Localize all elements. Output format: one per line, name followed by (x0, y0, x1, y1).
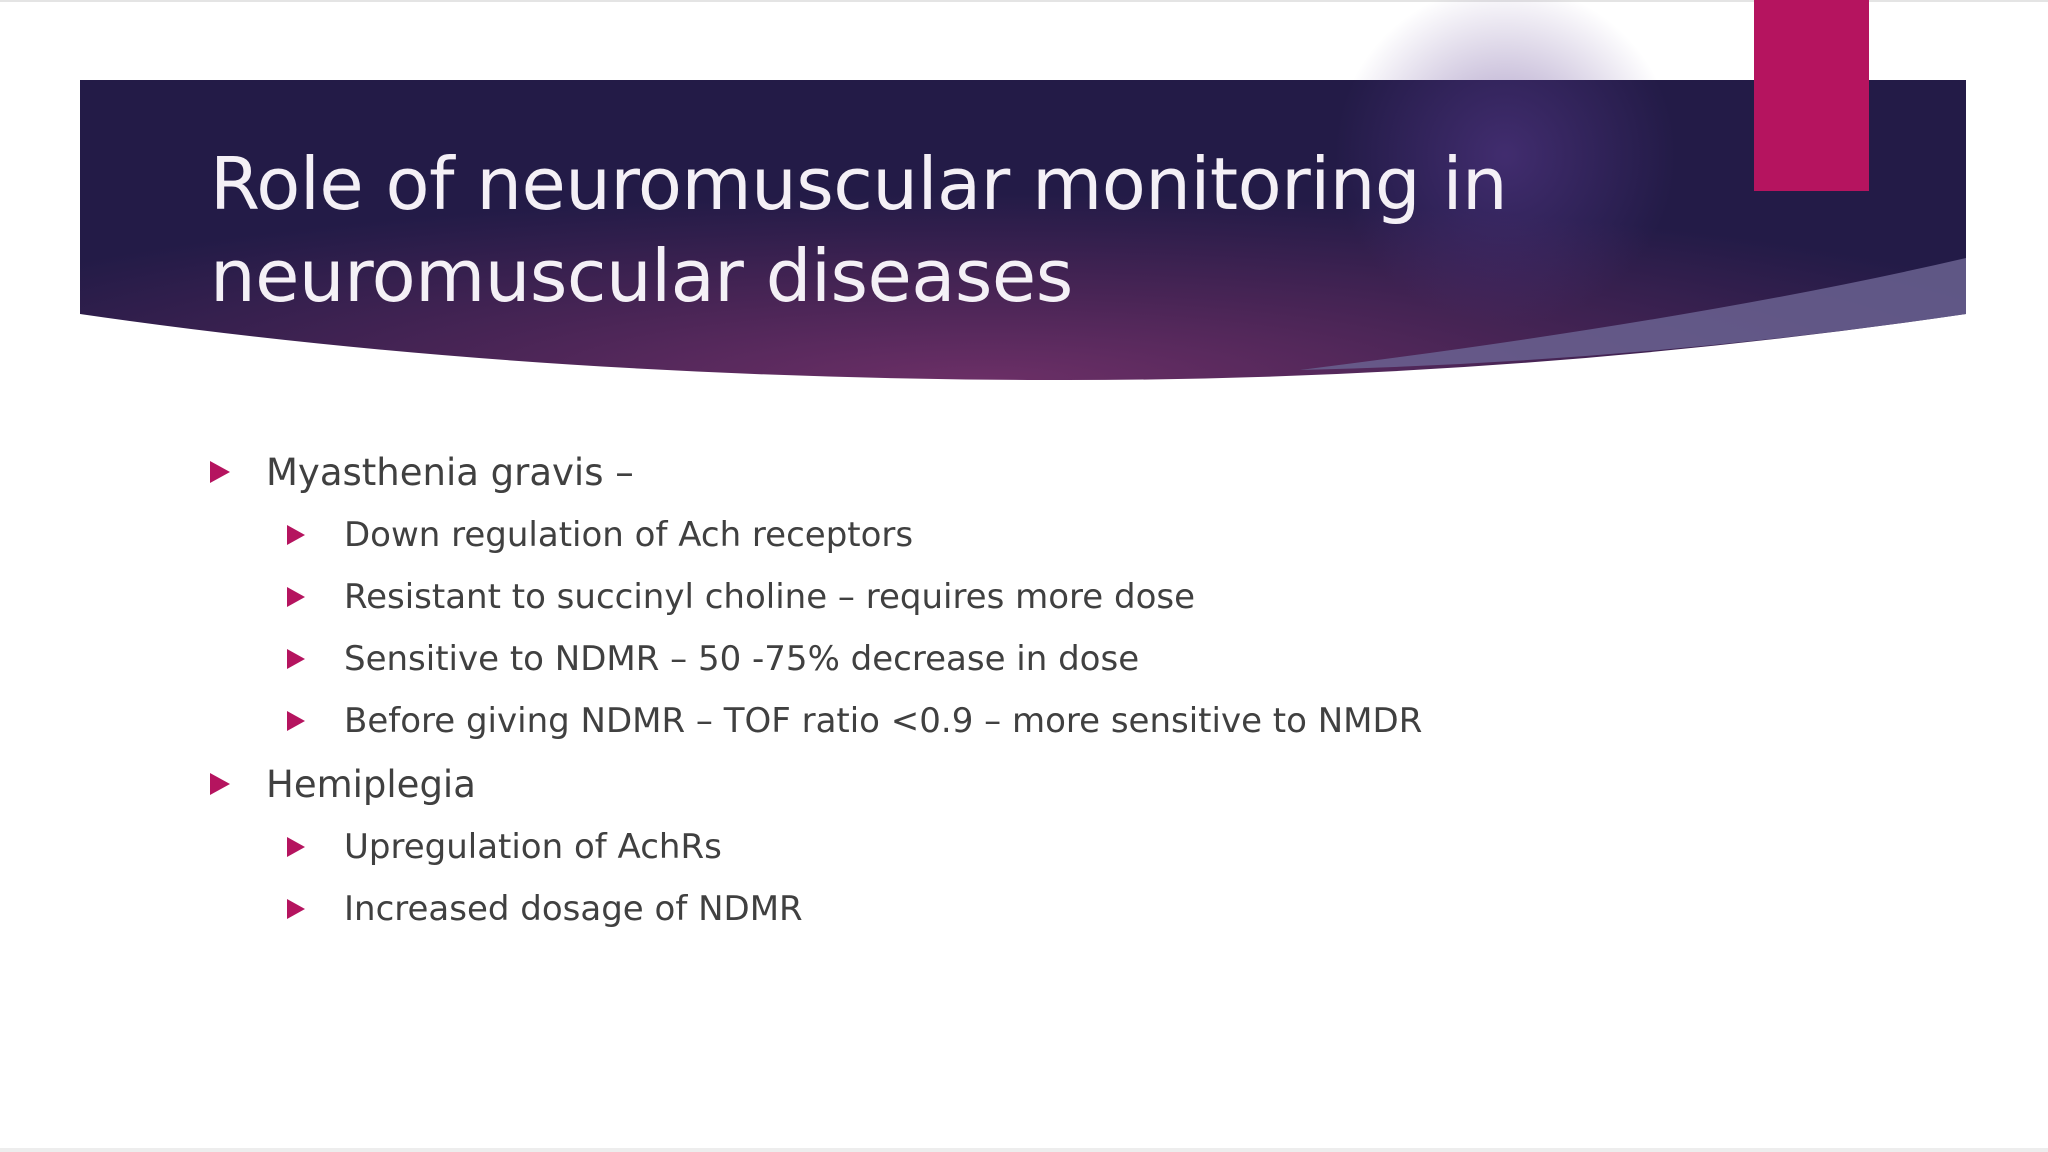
triangle-right-icon (287, 899, 344, 919)
bullet-text: Upregulation of AchRs (344, 827, 722, 867)
triangle-right-icon (210, 773, 266, 795)
accent-tab (1754, 0, 1869, 191)
bullet-myasthenia-gravis (210, 440, 1910, 504)
sub-bullet-down-regulation (210, 504, 1910, 566)
triangle-right-icon (287, 525, 344, 545)
triangle-right-icon (287, 711, 344, 731)
sub-bullet-increased-dosage (210, 878, 1910, 940)
bottom-divider (0, 1148, 2048, 1152)
slide-title (210, 138, 1690, 322)
bullet-list (210, 440, 1910, 940)
bullet-text: Sensitive to NDMR – 50 -75% decrease in dose (344, 639, 1140, 679)
sub-bullet-upregulation (210, 816, 1910, 878)
sub-bullet-sensitive-ndmr (210, 628, 1910, 690)
bullet-text: Before giving NDMR – TOF ratio <0.9 – more sensitive to NMDR (344, 701, 1423, 741)
bullet-text: Hemiplegia (266, 762, 476, 806)
title-line-2: neuromuscular diseases (210, 234, 1073, 318)
triangle-right-icon (287, 837, 344, 857)
bullet-text: Increased dosage of NDMR (344, 889, 803, 929)
bullet-text: Down regulation of Ach receptors (344, 515, 914, 555)
title-line-1: Role of neuromuscular monitoring in (210, 142, 1508, 226)
sub-bullet-resistant-succinylcholine (210, 566, 1910, 628)
triangle-right-icon (287, 649, 344, 669)
bullet-text: Myasthenia gravis – (266, 450, 634, 494)
sub-bullet-tof-ratio (210, 690, 1910, 752)
bullet-text: Resistant to succinyl choline – requires more dose (344, 577, 1196, 617)
bullet-hemiplegia (210, 752, 1910, 816)
triangle-right-icon (287, 587, 344, 607)
triangle-right-icon (210, 461, 266, 483)
